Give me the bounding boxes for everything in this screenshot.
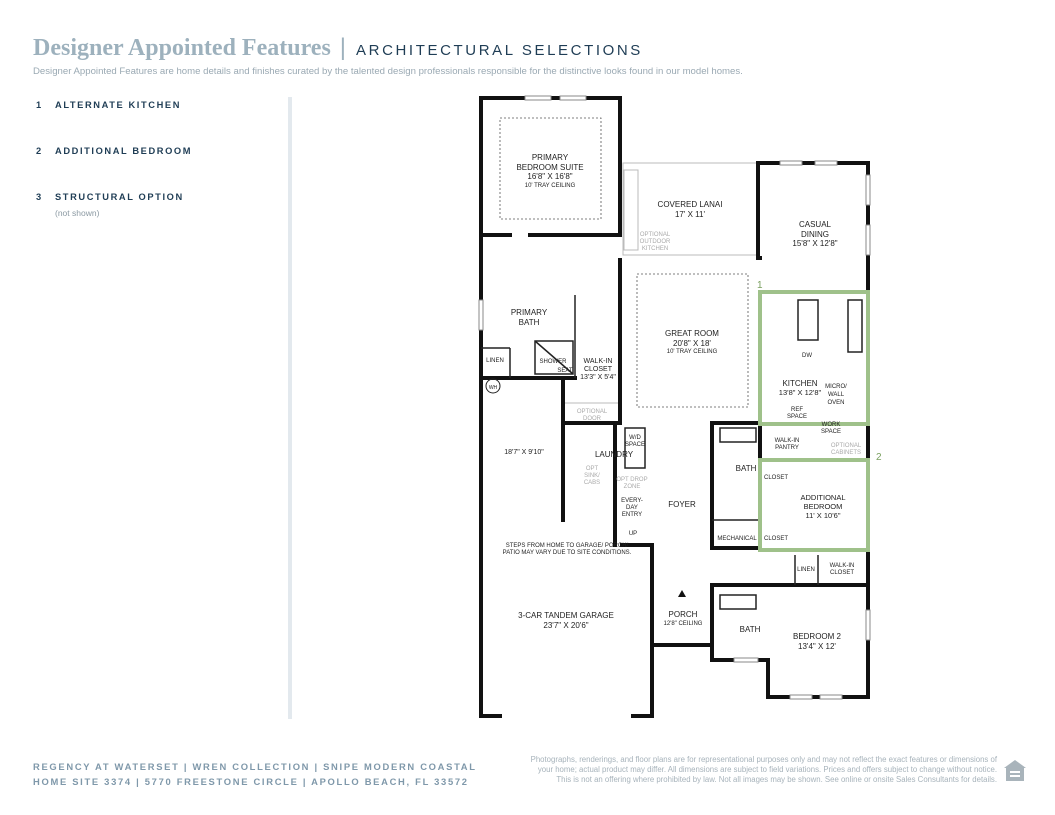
label-garage-dims: 23'7" X 20'6" (543, 621, 589, 630)
label-lanai-note-3: KITCHEN (641, 246, 669, 252)
label-micro-2: WALL (827, 392, 845, 398)
label-laundry: LAUNDRY (594, 450, 634, 459)
label-opt-sink-2: SINK/ (584, 473, 600, 479)
label-wh: WH (488, 385, 498, 391)
label-walk-in-closet-b-2: CLOSET (829, 570, 855, 576)
label-bedroom-2: BEDROOM 2 (792, 632, 842, 641)
label-everyday-2: DAY (626, 505, 638, 511)
label-great-room-note: 10' TRAY CEILING (666, 349, 718, 355)
label-great-room: GREAT ROOM (665, 329, 719, 338)
label-lanai-dims: 17' X 11' (674, 210, 706, 219)
label-closet-2: CLOSET (763, 536, 789, 542)
label-ref-2: SPACE (787, 414, 807, 420)
label-walk-in-closet-b: WALK-IN (829, 563, 855, 569)
label-wd-2: SPACE (625, 442, 645, 448)
label-lanai-note-2: OUTDOOR (639, 239, 671, 245)
label-steps-note-2: PATIO MAY VARY DUE TO SITE CONDITIONS. (502, 550, 632, 556)
label-linen: LINEN (486, 358, 504, 364)
highlight-alternate-kitchen (760, 292, 868, 424)
label-opt-drop: OPT DROP (616, 477, 648, 483)
label-kitchen-dims: 13'8" X 12'8" (778, 388, 822, 397)
footer-community-info (33, 759, 477, 789)
label-foyer: FOYER (668, 500, 696, 509)
label-great-room-dims: 20'8" X 18' (673, 339, 711, 348)
label-porch: PORCH (668, 610, 698, 619)
footer-line-1: REGENCY AT WATERSET | WREN COLLECTION | SNIPE MODERN COASTAL (33, 761, 477, 772)
option-number: 1 (36, 100, 43, 110)
label-optional-door-2: DOOR (583, 416, 601, 422)
label-everyday-3: ENTRY (621, 512, 643, 518)
label-shower: SHOWER (539, 359, 567, 365)
callout-one: 1 (757, 280, 763, 291)
option-label: ALTERNATE KITCHEN (55, 100, 182, 110)
label-garage: 3-CAR TANDEM GARAGE (518, 611, 614, 620)
label-walk-in-pantry-2: PANTRY (775, 445, 799, 451)
label-steps-note: STEPS FROM HOME TO GARAGE/ PORCH/ (505, 543, 629, 549)
option-label: ADDITIONAL BEDROOM (55, 146, 193, 156)
label-dw: DW (802, 353, 812, 359)
label-primary-suite-dims: 16'8" X 16'8" (527, 172, 573, 181)
label-primary-bath-2: BATH (518, 318, 540, 327)
label-closet: CLOSET (763, 475, 789, 481)
page-subtitle: ARCHITECTURAL SELECTIONS (356, 42, 643, 59)
label-primary-bath: PRIMARY (510, 308, 548, 317)
label-walk-in-pantry: WALK-IN (774, 438, 800, 444)
label-up: UP (628, 531, 638, 537)
footer-line-2: HOME SITE 3374 | 5770 FREESTONE CIRCLE | APOLLO BEACH, FL 33572 (33, 776, 469, 787)
label-additional-bedroom-2: BEDROOM (803, 502, 843, 511)
label-additional-bedroom: ADDITIONAL (800, 493, 846, 502)
page-description: Designer Appointed Features are home details and finishes curated by the talented design professionals responsible for the distinctive looks found in our model homes. (33, 66, 743, 77)
label-work-2: SPACE (821, 429, 841, 435)
label-primary-suite-note: 10' TRAY CEILING (524, 183, 576, 189)
label-optional-door: OPTIONAL (576, 409, 608, 415)
label-bath: BATH (735, 464, 757, 473)
label-lanai: COVERED LANAI (657, 200, 723, 209)
label-additional-bedroom-dims: 11' X 10'6" (805, 511, 841, 520)
label-lanai-note: OPTIONAL (639, 232, 671, 238)
label-ref: REF (791, 407, 803, 413)
option-number: 3 (36, 192, 43, 202)
label-opt-sink: OPT (585, 466, 599, 472)
equal-housing-icon (1002, 758, 1028, 784)
label-porch-note: 12'8" CEILING (663, 621, 703, 627)
label-dining-2: DINING (801, 230, 829, 239)
room-labels (486, 153, 862, 651)
label-opt-cab: OPTIONAL (830, 443, 862, 449)
label-linen-2: LINEN (797, 567, 815, 573)
entry-arrow-icon (678, 590, 686, 597)
label-opt-drop-2: ZONE (623, 484, 641, 490)
label-kitchen: KITCHEN (782, 379, 818, 388)
option-number: 2 (36, 146, 43, 156)
label-work: WORK (821, 422, 841, 428)
label-bedroom-2-dims: 13'4" X 12' (798, 642, 836, 651)
label-primary-suite: PRIMARY (531, 153, 569, 162)
title-separator: | (339, 34, 347, 61)
label-dining: CASUAL (798, 220, 832, 229)
label-garage-side: 18'7" X 9'10" (504, 449, 544, 456)
label-opt-cab-2: CABINETS (830, 450, 862, 456)
label-walk-in-closet-2: CLOSET (583, 366, 613, 373)
label-seat: SEAT (557, 368, 573, 374)
page-title: Designer Appointed Features (33, 35, 331, 61)
label-primary-suite-2: BEDROOM SUITE (516, 163, 584, 172)
label-everyday: EVERY- (621, 498, 643, 504)
footer-disclaimer: Photographs, renderings, and floor plans are for representational purposes only and may not reflect the exact features or dimensions of your home; actual product may differ. All dimensions are subject to field variations. Prices and offers subject to change without notice. This is not an offering where prohibited by law. Not all images may be shown. See online or onsite Sales Consultants for details. (530, 755, 997, 785)
label-bath-2: BATH (739, 625, 761, 634)
label-opt-sink-3: CABS (583, 480, 601, 486)
label-dining-dims: 15'8" X 12'8" (792, 239, 838, 248)
label-wd: W/D (629, 435, 641, 441)
callout-two: 2 (876, 452, 882, 463)
option-note: (not shown) (55, 208, 100, 218)
label-walk-in-closet: WALK-IN (583, 358, 613, 365)
label-micro: MICRO/ (825, 384, 847, 390)
label-micro-3: OVEN (827, 400, 845, 406)
label-mechanical: MECHANICAL (717, 536, 757, 542)
label-walk-in-closet-dims: 13'3" X 5'4" (580, 374, 616, 381)
option-label: STRUCTURAL OPTION (55, 192, 184, 202)
